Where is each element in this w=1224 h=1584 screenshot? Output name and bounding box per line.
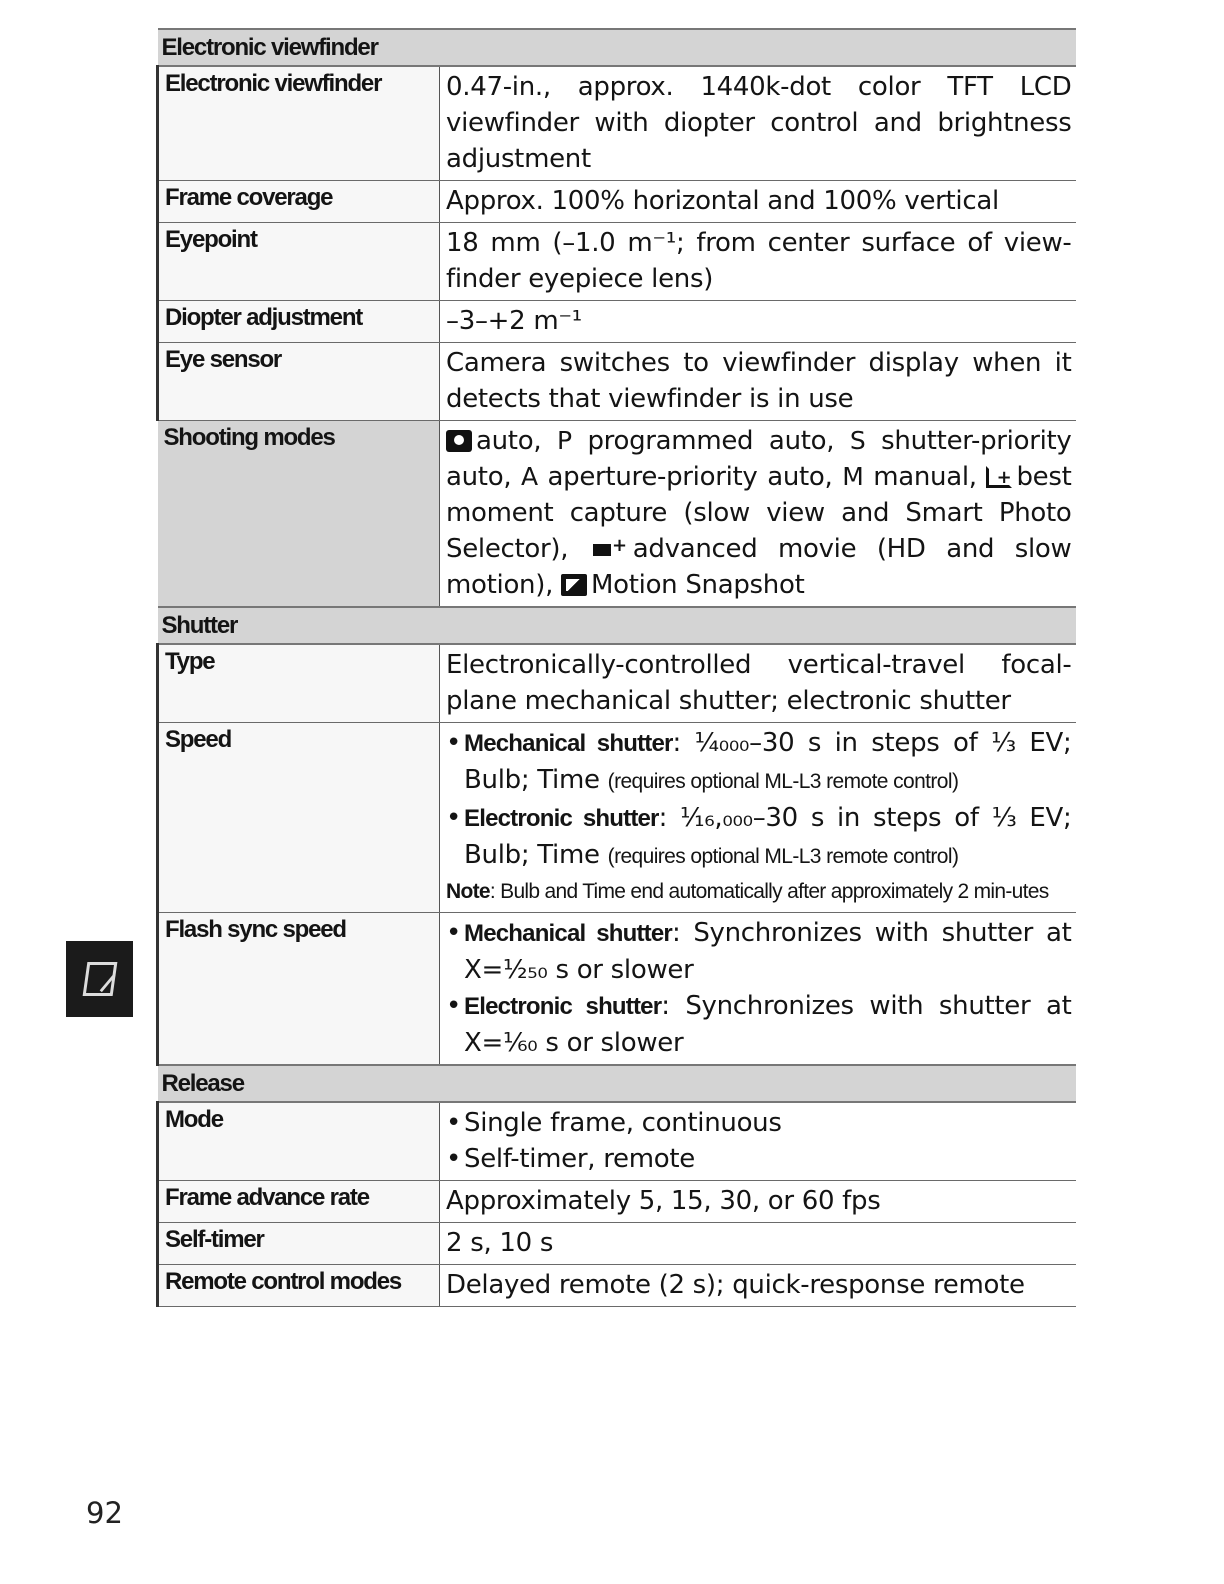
- mode-text: shutter-priority auto,: [446, 426, 1072, 492]
- spec-label: Mode: [158, 1102, 440, 1181]
- bullet-list: [446, 915, 1072, 1061]
- spec-value: Camera switches to viewfinder display when it detects that viewfinder is in use: [440, 343, 1076, 421]
- specifications-table: [156, 28, 1076, 1307]
- bullet-term: Mechanical shutter: [464, 730, 673, 757]
- section-row-shooting-modes: [158, 421, 1076, 608]
- spec-row: [158, 723, 1076, 913]
- shooting-modes-value: [440, 421, 1076, 608]
- spec-value: 0.47-in., approx. 1440k-dot color TFT LCD viewfinder with diopter control and brightness adjustment: [440, 66, 1076, 181]
- spec-row: [158, 223, 1076, 301]
- aperture-priority-letter: A: [520, 462, 538, 491]
- spec-value: [440, 1102, 1076, 1181]
- spec-label: Remote control modes: [158, 1265, 440, 1307]
- manual-mode-letter: M: [842, 462, 864, 491]
- section-title: Release: [158, 1065, 1076, 1102]
- bullet-text: : ¹⁄₄₀₀₀–30 s in steps of ⅓ EV; Bulb; Time: [464, 728, 1072, 795]
- spec-value: Approx. 100% horizontal and 100% vertical: [440, 181, 1076, 223]
- mode-text: advanced movie (HD and slow motion),: [446, 534, 1072, 600]
- spec-row: [158, 1102, 1076, 1181]
- bullet-note: (requires optional ML-L3 remote control): [607, 770, 959, 793]
- list-item: [446, 800, 1072, 875]
- spec-value: Approximately 5, 15, 30, or 60 fps: [440, 1181, 1076, 1223]
- bullet-note: (requires optional ML-L3 remote control): [607, 845, 959, 868]
- spec-label: Type: [158, 644, 440, 723]
- spec-label: Eyepoint: [158, 223, 440, 301]
- spec-label: Frame advance rate: [158, 1181, 440, 1223]
- spec-row: [158, 913, 1076, 1066]
- spec-label: Speed: [158, 723, 440, 913]
- list-item: • Single frame, continuous: [446, 1105, 1072, 1141]
- spec-value: Delayed remote (2 s); quick-response remote: [440, 1265, 1076, 1307]
- spec-label: Diopter adjustment: [158, 301, 440, 343]
- section-header-shutter: [158, 607, 1076, 644]
- spec-row: [158, 644, 1076, 723]
- best-moment-icon: [986, 466, 1012, 488]
- spec-label: Frame coverage: [158, 181, 440, 223]
- spec-label: Flash sync speed: [158, 913, 440, 1066]
- section-title: Shooting modes: [158, 421, 440, 608]
- section-tab-badge: [66, 941, 133, 1017]
- section-title: Electronic viewfinder: [158, 29, 1076, 66]
- list-item: [446, 725, 1072, 800]
- mode-text: best moment capture (slow view and Smart Photo Selector),: [446, 462, 1072, 564]
- bullet-term: Electronic shutter: [464, 993, 662, 1020]
- mode-text: manual,: [873, 462, 977, 492]
- bullet-list: [446, 725, 1072, 875]
- advanced-movie-icon: [589, 538, 629, 560]
- spec-label: Eye sensor: [158, 343, 440, 421]
- section-header-release: [158, 1065, 1076, 1102]
- spec-value: 2 s, 10 s: [440, 1223, 1076, 1265]
- spec-value: [440, 913, 1076, 1066]
- spec-label: Electronic viewfinder: [158, 66, 440, 181]
- motion-snapshot-icon: [561, 574, 587, 596]
- section-header-electronic-viewfinder: [158, 29, 1076, 66]
- shutter-priority-letter: S: [849, 426, 866, 455]
- camera-icon: [446, 430, 472, 452]
- bullet-text: : Synchronizes with shutter at X=¹⁄₆₀ s or slower: [464, 991, 1072, 1058]
- note: [446, 875, 1072, 909]
- spec-row: [158, 1181, 1076, 1223]
- mode-text: aperture-priority auto,: [547, 462, 833, 492]
- spec-row: [158, 1265, 1076, 1307]
- spec-row: [158, 66, 1076, 181]
- spec-value: 18 mm (–1.0 m⁻¹; from center surface of view-finder eyepiece lens): [440, 223, 1076, 301]
- bullet-term: Mechanical shutter: [464, 920, 672, 947]
- program-mode-letter: P: [556, 426, 572, 455]
- spec-row: [158, 301, 1076, 343]
- note-text: : Bulb and Time end automatically after approximately 2 min-utes: [489, 880, 1049, 903]
- section-title: Shutter: [158, 607, 1076, 644]
- spec-row: [158, 181, 1076, 223]
- spec-value: –3–+2 m⁻¹: [440, 301, 1076, 343]
- spec-row: [158, 343, 1076, 421]
- list-item: [446, 988, 1072, 1061]
- mode-text: programmed auto,: [587, 426, 835, 456]
- mode-text: auto,: [476, 426, 542, 456]
- bullet-text: : ¹⁄₁₆,₀₀₀–30 s in steps of ⅓ EV; Bulb; Time: [464, 803, 1072, 870]
- list-item: • Self-timer, remote: [446, 1141, 1072, 1177]
- list-item: [446, 915, 1072, 988]
- reference-tab-icon: [82, 962, 117, 996]
- spec-value: [440, 723, 1076, 913]
- spec-value: Electronically-controlled vertical-travel focal-plane mechanical shutter; electronic shutter: [440, 644, 1076, 723]
- note-label: Note: [446, 880, 490, 903]
- bullet-list: [446, 1105, 1072, 1177]
- spec-row: [158, 1223, 1076, 1265]
- bullet-text: : Synchronizes with shutter at X=¹⁄₂₅₀ s or slower: [464, 918, 1072, 985]
- page-number: 92: [86, 1496, 123, 1530]
- bullet-term: Electronic shutter: [464, 805, 659, 832]
- spec-label: Self-timer: [158, 1223, 440, 1265]
- mode-text: Motion Snapshot: [591, 570, 805, 600]
